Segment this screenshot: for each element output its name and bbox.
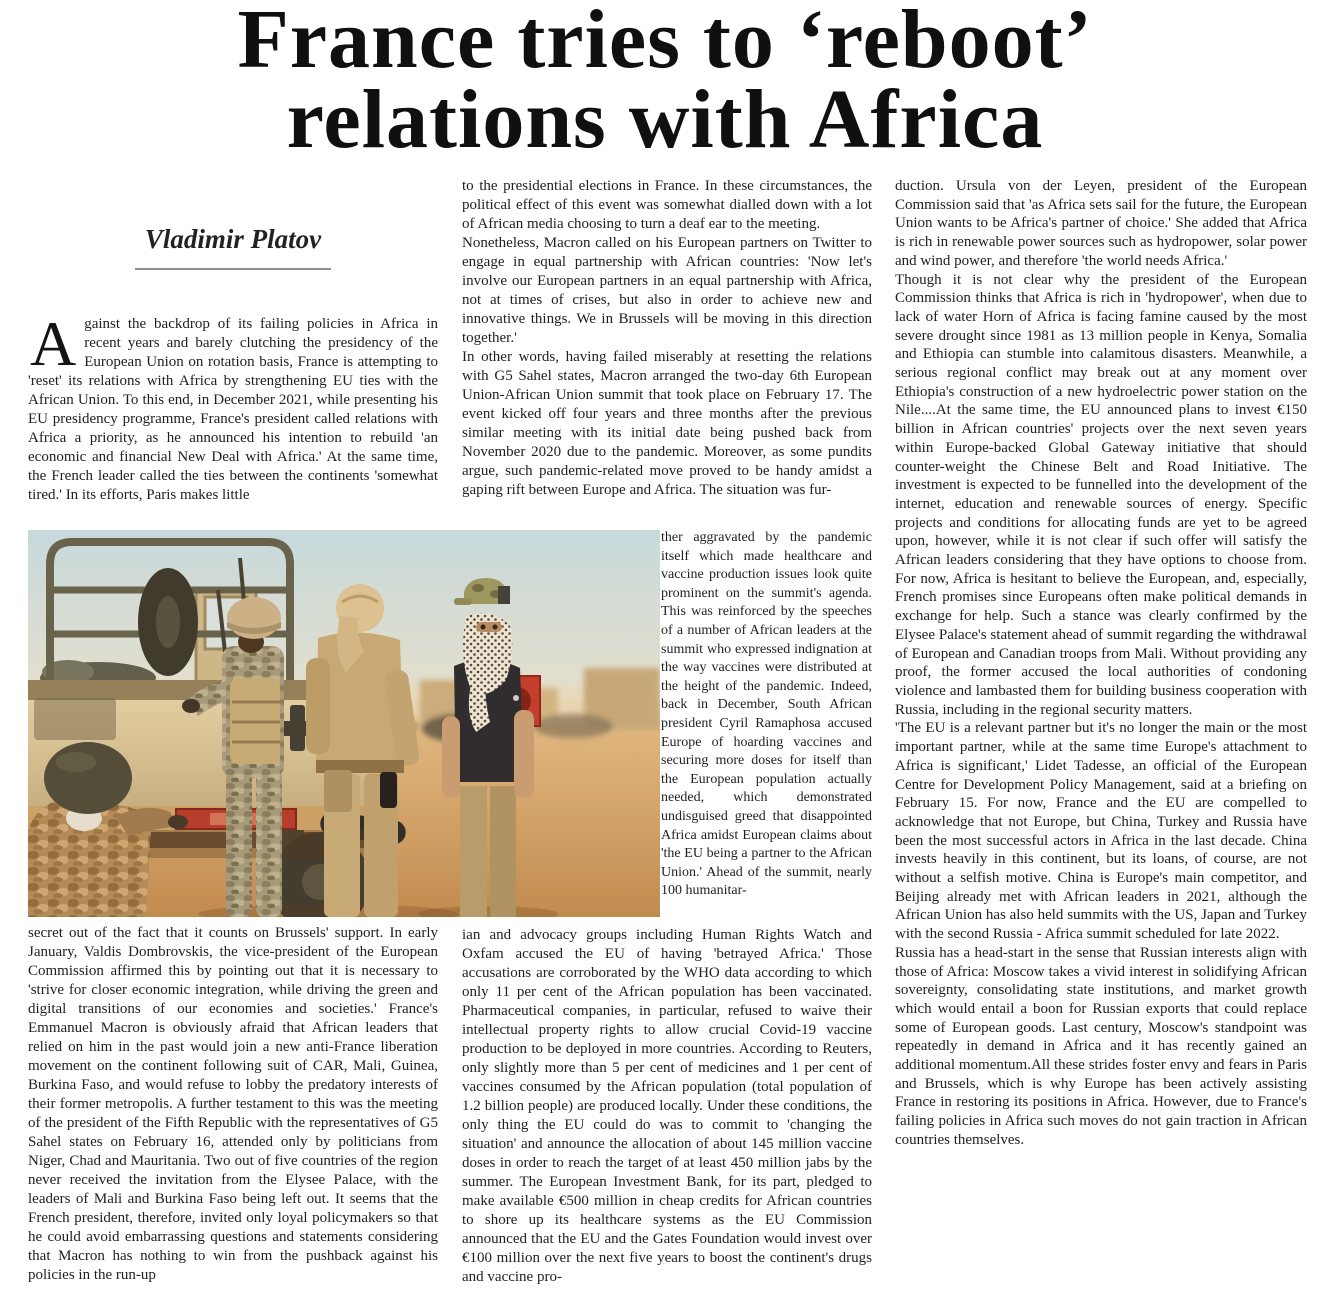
headline-line-2: relations with Africa [286,73,1044,166]
paragraph: In other words, having failed miserably at resetting the relations with G5 Sahel states, Macron arranged the two-day 6th European Union-African Union summit that took place on February 17. The event kicked off four years and three months after the previous similar meeting with its initial date being pushed back from November 2020 due to the pandemic. Moreover, as some pundits argue, such pandemic-related move proved to be handy amidst a gaping rift between Europe and Africa. The situation was fur- [462,349,872,498]
paragraph: to the presidential elections in France. In these circumstances, the political effect of this event was somewhat dialled down with a lot of African media choosing to turn a deaf ear to the meeting. [462,178,872,232]
paragraph: duction. Ursula von der Leyen, president of the European Commission said that 'as Africa sets sail for the future, the European Union wants to be Africa's partner of choice.' She added that Africa is rich in renewable power sources such as hydropower, solar power and wind power, and therefore 'the world needs Africa.' [895,178,1307,269]
drop-cap: A [30,315,77,379]
paragraph: secret out of the fact that it counts on Brussels' support. In early January, Valdis Dombrovskis, the vice-president of the European Commission affirmed this by pointing out that it is necessary to 'strive for closer economic integration, while driving the green and digital transitions of our economies and societies.' France's Emmanuel Macron is obviously afraid that African leaders that relied on him in the past would join a new anti-France liberation movement on the continent following suit of CAR, Mali, Guinea, Burkina Faso, and would refuse to lobby the predatory interests of their former metropolis. A further testament to this was the meeting of the president of the Fifth Republic with the representatives of G5 Sahel states on February 16, attended only by politicians from Niger, Chad and Mauritania. Two out of five countries of the region never received the invitation from the Elysee Palace, with the leaders of Mali and Burkina Faso being left out. It seems that the French president, therefore, invited only loyal policymakers so that he could avoid embarrassing questions and statements considering that Macron has nothing to win from the pushback against his policies in the run-up [28,925,438,1283]
paragraph-text: gainst the backdrop of its failing policies in Africa in recent years and barely clutching the presidency of the European Union on rotation basis, France is attempting to 'reset' its relations with Africa by strengthening EU ties with the African Union. To this end, in December 2021, while presenting his EU presidency programme, France's president called relations with Africa a priority, as he announced his intention to rebuild 'an economic and financial New Deal with Africa.' At the same time, the French leader called the ties between the continents 'somewhat tired.' In its efforts, Paris makes little [28,316,438,503]
column-2-top [462,177,872,528]
paragraph: ther aggravated by the pandemic itself which made healthcare and vaccine production issues look quite prominent on the summit's agenda. This was reinforced by the speeches of a number of African leaders at the summit who expressed indignation at the way vaccines were distributed at the height of the pandemic. Indeed, back in December, South African president Cyril Ramaphosa accused Europe of hoarding vaccines and securing more doses for itself than the European population actually needed, which demonstrated undisguised greed that disappointed Africa amidst European claims about 'the EU being a partner to the African Union.' Ahead of the summit, nearly 100 humanitar- [661,530,872,899]
column-3 [895,177,1307,1311]
paragraph [28,315,438,505]
column-1-continued [28,924,438,1306]
headline-line-1: France tries to ‘reboot’ [237,0,1093,86]
paragraph: Nonetheless, Macron called on his European partners on Twitter to engage in equal partnership with African countries: 'Now let's involve our European partners in an equal partnership with Africa, not at times of crises, but also in order to achieve new and innovative things. We in Brussels will be moving in this direction together.' [462,235,872,346]
column-2-bottom [462,926,872,1308]
paragraph: Though it is not clear why the president of the European Commission thinks that Africa is rich in 'hydropower', when due to lack of water Horn of Africa is facing famine caused by the most severe drought since 1981 as 13 million people in Kenya, Somalia and Ethiopia can stumble into calamitous disasters. Meanwhile, a serious regional conflict may break out at any moment over Ethiopia's construction of a new hydroelectric power station on the Nile....At the same time, the EU announced plans to invest €150 billion in African countries' projects over the next seven years within Europe-backed Global Gateway initiative that should counter-weight the Chinese Belt and Road Initiative. The investment is expected to be funnelled into the development of the internet, education and renewable sources of energy. Specific projects and conditions for allocating funds are yet to be agreed upon, however, while it is not clear if such offer will satisfy the African leaders considering that they have options to choose from. For now, Africa is hesitant to believe the European, and, especially, French promises since Europeans often make political demands in exchange for help. Such a stance was clearly confirmed by the Elysee Palace's statement ahead of summit regarding the withdrawal of European and Canadian troops from Mali. Without providing any proof, the former accused the local authorities of condoning violence and lambasted them for building business cooperation with Russia, including in the regional security matters. [895,271,1307,718]
paragraph: ian and advocacy groups including Human Rights Watch and Oxfam accused the EU of having 'betrayed Africa.' Those accusations are corroborated by the WHO data according to which only 11 per cent of the African population has been vaccinated. Pharmaceutical companies, in particular, refused to waive their intellectual property rights to allow crucial Covid-19 vaccine production to be deployed in more countries. According to Reuters, only slightly more than 5 per cent of medicines and 1 per cent of vaccines consumed by the African population (total population of 1.2 billion people) are produced locally. Under these conditions, the only thing the EU could do was to commit to 'changing the situation' and announce the allocation of about 145 million vaccine doses in order to reach the target of at least 450 million jabs by the summer. The European Investment Bank, for its part, pledged to make available €500 million in cheap credits for African countries to shore up its healthcare systems as the EU Commission announced that the EU and the Gates Foundation would invest over €100 million over the next five years to boost the continent's drugs and vaccine pro- [462,927,872,1285]
photo-illustration [28,530,660,917]
column-2-photo-wrap [661,529,872,921]
column-1-intro [28,315,438,528]
paragraph: 'The EU is a relevant partner but it's no longer the main or the most important partner, while at the same time Europe's attachment to Africa is significant,' Lidet Tadesse, an official of the European Centre for Development Policy Management, said at a briefing on February 15. For now, France and the EU are compelled to acknowledge that not Europe, but China, Turkey and Russia have been the most successful actors in Africa in the last decade. China invests heavily in this continent, but its loans, of course, are not without a selfish motive. China is Europe's main competitor, and Beijing already met with African leaders in 2021, although the African Union has also held summits with the US, Japan and Turkey with the second Russia - Africa summit scheduled for late 2022. [895,720,1307,943]
byline-rule [135,268,331,270]
byline [28,224,438,270]
warm-light-overlay [28,530,660,917]
headline [0,0,1330,166]
article-photo [28,530,660,917]
paragraph: Russia has a head-start in the sense that Russian interests align with those of Africa: Moscow takes a vivid interest in solidifying African sovereignty, consolidating state institutions, and market growth which would entail a boon for Russian exports that could replace some of European goods. Last century, Moscow's standpoint was repeatedly in demand in Africa and it has recently gained an additional momentum.All these strides foster envy and fears in Paris and Brussels, which is why Europe has been actively assisting France in restoring its positions in Africa. However, due to France's failing policies in Africa such moves do not gain traction in African countries themselves. [895,944,1307,1148]
byline-author: Vladimir Platov [144,224,322,254]
